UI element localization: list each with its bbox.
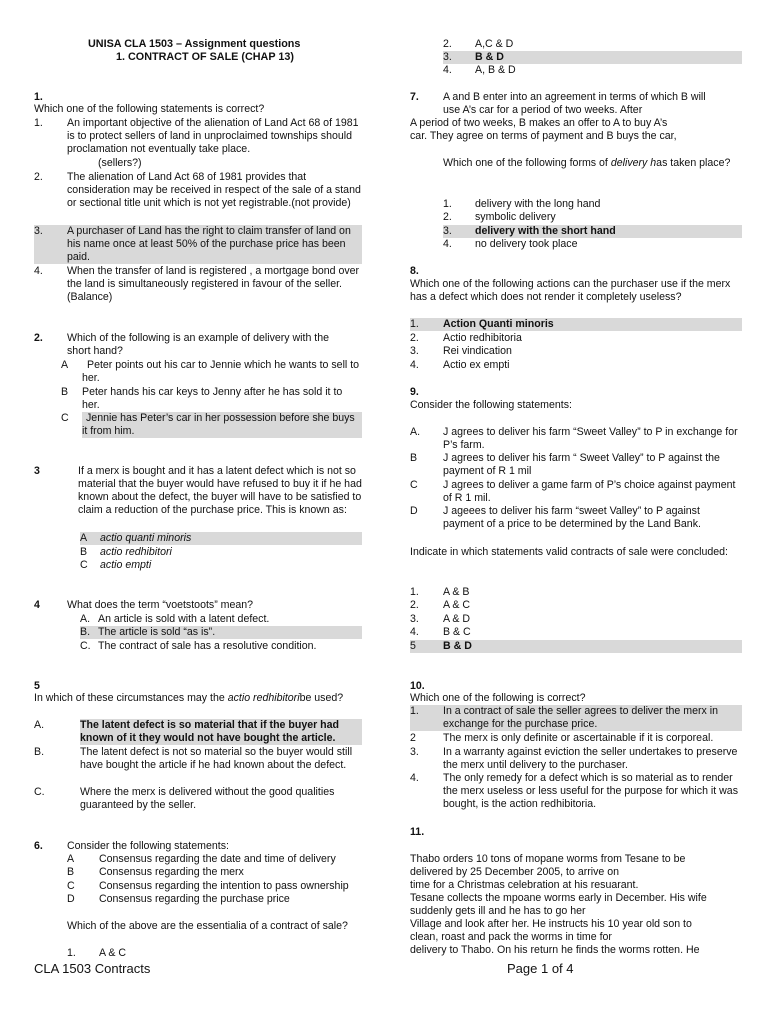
option-letter: C [80,559,88,571]
question-number: 10. [410,680,425,692]
prompt-text: as taken place? [656,157,731,169]
option-text: The alienation of Land Act 68 of 1981 provides that consideration may be received in respect of the sale of a stand or sectional title unit which is not yet registrable.(not provide) [67,171,361,209]
statement-letter: A [67,853,75,865]
option-text: Actio ex empti [443,359,510,371]
option-letter: A. [80,613,91,625]
option-text: symbolic delivery [475,211,556,223]
option-text: In a contract of sale the seller agrees to deliver the merx in exchange for the purchase price. [443,705,718,730]
statement [67,866,362,879]
answer-option [34,171,362,210]
answer-option [80,640,362,653]
question-stem: Which one of the following is correct? [410,692,586,704]
option-number: 2. [410,599,419,611]
option-number: 2. [34,171,43,183]
statement-letter: D [410,505,418,517]
statement-text: J agrees to deliver his farm “ Sweet Valley” to P against the payment of R 1 mil [443,452,720,477]
option-text: An article is sold with a latent defect. [98,613,270,625]
option-text: The only remedy for a defect which is so material as to render the merx useless or less useful for the purpose for which it was bought, is the action redhibitoria. [443,772,738,810]
question-stem: Which one of the following statements is correct? [34,103,265,115]
question-number: 4 [34,599,40,611]
statement-text: J ageees to deliver his farm “sweet Valley” to P against payment of a price to be determined by the Land Bank. [443,505,701,530]
option-text: actio empti [100,559,152,571]
answer-option [410,613,742,626]
answer-option [80,559,362,572]
option-text: The latent defect is not so material so the buyer would still have bought the article if he had known about the defect. [80,746,353,771]
answer-option [443,198,742,211]
option-text: Action Quanti minoris [443,318,554,330]
option-number: 3. [410,746,419,758]
scenario-line: delivered by 25 December 2005, to arrive on [410,866,620,878]
question [34,840,362,853]
option-number: 4. [410,359,419,371]
answer-option [80,613,362,626]
option-text: no delivery took place [475,238,578,250]
statement-letter: B [67,866,75,878]
option-text: The merx is only definite or ascertainable if it is corporeal. [443,732,714,744]
answer-option [443,64,742,77]
question-stem [410,117,742,143]
question-stem [443,91,742,117]
option-text: A & D [443,613,471,625]
option-number: 1. [410,586,419,598]
option-text: The article is sold “as is”. [98,626,216,638]
section-title: 1. CONTRACT OF SALE (CHAP 13) [116,51,294,63]
statement-text: Consensus regarding the purchase price [99,893,290,905]
option-number: 2. [410,332,419,344]
option-number: 3. [410,345,419,357]
option-letter: B [80,546,88,558]
question-number: 1. [34,91,43,103]
scenario-line: clean, roast and pack the worms in time for [410,931,612,943]
prompt-text: Which one of the following forms of [443,157,611,169]
answer-option [443,211,742,224]
option-text: A & C [99,947,127,959]
statement [67,853,362,866]
question-prompt [443,157,733,170]
question-stem: Consider the following statements: [67,840,229,852]
option-text: Peter hands his car keys to Jenny after he has sold it to her. [82,386,343,411]
option-letter: B [61,386,69,398]
statement-text: Consensus regarding the date and time of delivery [99,853,336,865]
statement-letter: C [410,479,418,491]
answer-option-highlighted [410,705,742,731]
answer-option-highlighted [443,51,742,64]
answer-option [34,117,362,156]
answer-option-highlighted [443,225,742,238]
option-letter: A [61,359,69,371]
answer-option-highlighted [80,626,362,639]
answer-option [410,332,742,345]
option-text-highlighted: Jennie has Peter’s car in her possession before she buys it from him. [82,412,362,438]
answer-option [410,599,742,612]
option-note: (sellers?) [98,157,142,169]
option-number: 1. [34,117,43,129]
option-letter: A [80,532,88,544]
option-text: A,C & D [475,38,514,50]
question-stem: Consider the following statements: [410,399,572,411]
answer-option [61,386,362,412]
option-text: When the transfer of land is registered , a mortgage bond over the land is simultaneously registered in favour of the seller. (Balance) [67,265,360,303]
question-scenario [410,853,742,957]
answer-option [443,238,742,251]
option-text: Peter points out his car to Jennie which he wants to sell to her. [82,359,360,384]
option-letter: C. [34,786,45,798]
option-letter: C [61,412,69,424]
option-number: 1. [410,318,419,330]
option-number: 3. [443,51,452,63]
statement-letter: D [67,893,75,905]
question-stem: Which one of the following actions can the purchaser use if the merx has a defect which does not render it completely useless? [410,278,731,303]
answer-option [61,359,362,385]
option-text: B & C [443,626,471,638]
option-number: 5 [410,640,416,652]
scenario-line: Village and look after her. He instructs his 10 year old son to [410,918,692,930]
scenario-line: Thabo orders 10 tons of mopane worms from Tesane to be [410,853,686,865]
statement-letter: C [67,880,75,892]
stem-line: car. They agree on terms of payment and B buys the car, [410,130,677,142]
option-number: 4. [410,772,419,784]
statement-text: Consensus regarding the intention to pass ownership [99,880,349,892]
answer-option [34,746,362,772]
question-number: 11. [410,826,425,838]
question [34,599,362,612]
document-title: UNISA CLA 1503 – Assignment questions [88,38,301,50]
question-prompt: Indicate in which statements valid contracts of sale were concluded: [410,546,728,558]
question [34,332,362,358]
option-number: 1. [67,947,76,959]
option-number: 4. [410,626,419,638]
answer-option [61,412,362,438]
question-number: 5 [34,680,40,692]
option-text: A, B & D [475,64,516,76]
answer-option-highlighted [34,225,362,264]
option-number: 4. [443,64,452,76]
option-number: 3. [410,613,419,625]
statement [67,880,362,893]
scenario-line: suddenly gets ill and he has to go her [410,905,586,917]
stem-text: be used? [299,692,344,704]
answer-option [443,38,742,51]
option-number: 3. [34,225,43,237]
option-number: 2. [443,38,452,50]
question-stem [34,692,362,705]
option-number: 4. [443,238,452,250]
option-text: A purchaser of Land has the right to claim transfer of land on his name once at least 50% of the purchase price has been paid. [67,225,351,263]
answer-option [410,626,742,639]
answer-option [34,786,362,812]
answer-option [67,947,267,960]
option-text: Where the merx is delivered without the good qualities guaranteed by the seller. [80,786,335,811]
question-number: 9. [410,386,419,398]
statement-text: Consensus regarding the merx [99,866,244,878]
option-text: A & C [443,599,471,611]
answer-option [410,345,742,358]
statement-text: J agrees to deliver his farm “Sweet Valley” to P in exchange for P’s farm. [443,426,738,451]
scenario-line: delivery to Thabo. On his return he finds the worms rotten. He [410,944,700,956]
option-text: actio quanti minoris [100,532,192,544]
statement [410,452,742,478]
stem-text: In which of these circumstances may the [34,692,228,704]
question-stem: Which of the following is an example of delivery with the short hand? [67,332,330,357]
answer-option [410,732,742,745]
option-text: Rei vindication [443,345,512,357]
stem-term: actio redhibitori [227,692,300,704]
question [34,465,362,517]
option-number: 1. [410,705,419,717]
option-text: delivery with the short hand [475,225,616,237]
option-number: 2 [410,732,416,744]
scenario-line: time for a Christmas celebration at his resuarant. [410,879,639,891]
option-text: The contract of sale has a resolutive condition. [98,640,317,652]
option-letter: C. [80,640,91,652]
option-text: Actio redhibitoria [443,332,522,344]
option-letter: B. [80,626,91,638]
stem-line: use A’s car for a period of two weeks. After [443,104,643,116]
option-text: An important objective of the alienation of Land Act 68 of 1981 is to protect sellers of land in unproclaimed townships should proclamation not eventually take place. [67,117,359,155]
option-text: B & D [475,51,504,63]
answer-option [410,746,742,772]
option-text: B & D [443,640,472,652]
option-number: 2. [443,211,452,223]
scenario-line: Tesane collects the mpoane worms early in December. His wife [410,892,707,904]
question-number: 3 [34,465,40,477]
option-number: 4. [34,265,43,277]
option-number: 3. [443,225,452,237]
stem-line: A and B enter into an agreement in terms of which B will [443,91,706,103]
prompt-term: delivery h [610,157,657,169]
answer-option [410,359,742,372]
answer-option [80,546,362,559]
footer-left: CLA 1503 Contracts [34,961,151,976]
option-letter: B. [34,746,45,758]
statement-text: J agrees to deliver a game farm of P’s choice against payment of R 1 mil. [443,479,736,504]
statement [410,505,742,531]
option-number: 1. [443,198,452,210]
question-number: 6. [34,840,43,852]
question-prompt: Which of the above are the essentialia of a contract of sale? [67,920,348,932]
answer-option-highlighted [410,640,742,653]
answer-option [410,586,742,599]
answer-option [34,719,362,745]
footer-page-number: Page 1 of 4 [507,961,574,976]
option-text: delivery with the long hand [475,198,601,210]
question-stem: What does the term “voetstoots” mean? [67,599,254,611]
answer-option-highlighted [410,318,742,331]
stem-line: A period of two weeks, B makes an offer to A to buy A’s [410,117,668,129]
option-letter: A. [34,719,45,731]
option-text: In a warranty against eviction the seller undertakes to preserve the merx until delivery to the purchaser. [443,746,738,771]
statement [410,426,742,452]
statement-letter: B [410,452,418,464]
option-text: actio redhibitori [100,546,172,558]
answer-option [410,772,742,811]
answer-option-highlighted [80,532,362,545]
question-number: 7. [410,91,419,103]
answer-option [34,265,362,304]
question-stem: If a merx is bought and it has a latent defect which is not so material that the buyer would have refused to buy it if he had known about the defect, the buyer will have to be satisfied to claim a reduction of the purchase price. This is known as: [78,465,362,516]
question-number: 8. [410,265,419,277]
statement [410,479,742,505]
option-text-highlighted: The latent defect is so material that if the buyer had known of it they would not have bought the article. [80,719,362,745]
statement [67,893,362,906]
option-text: A & B [443,586,470,598]
question-number: 2. [34,332,43,344]
statement-letter: A. [410,426,421,438]
